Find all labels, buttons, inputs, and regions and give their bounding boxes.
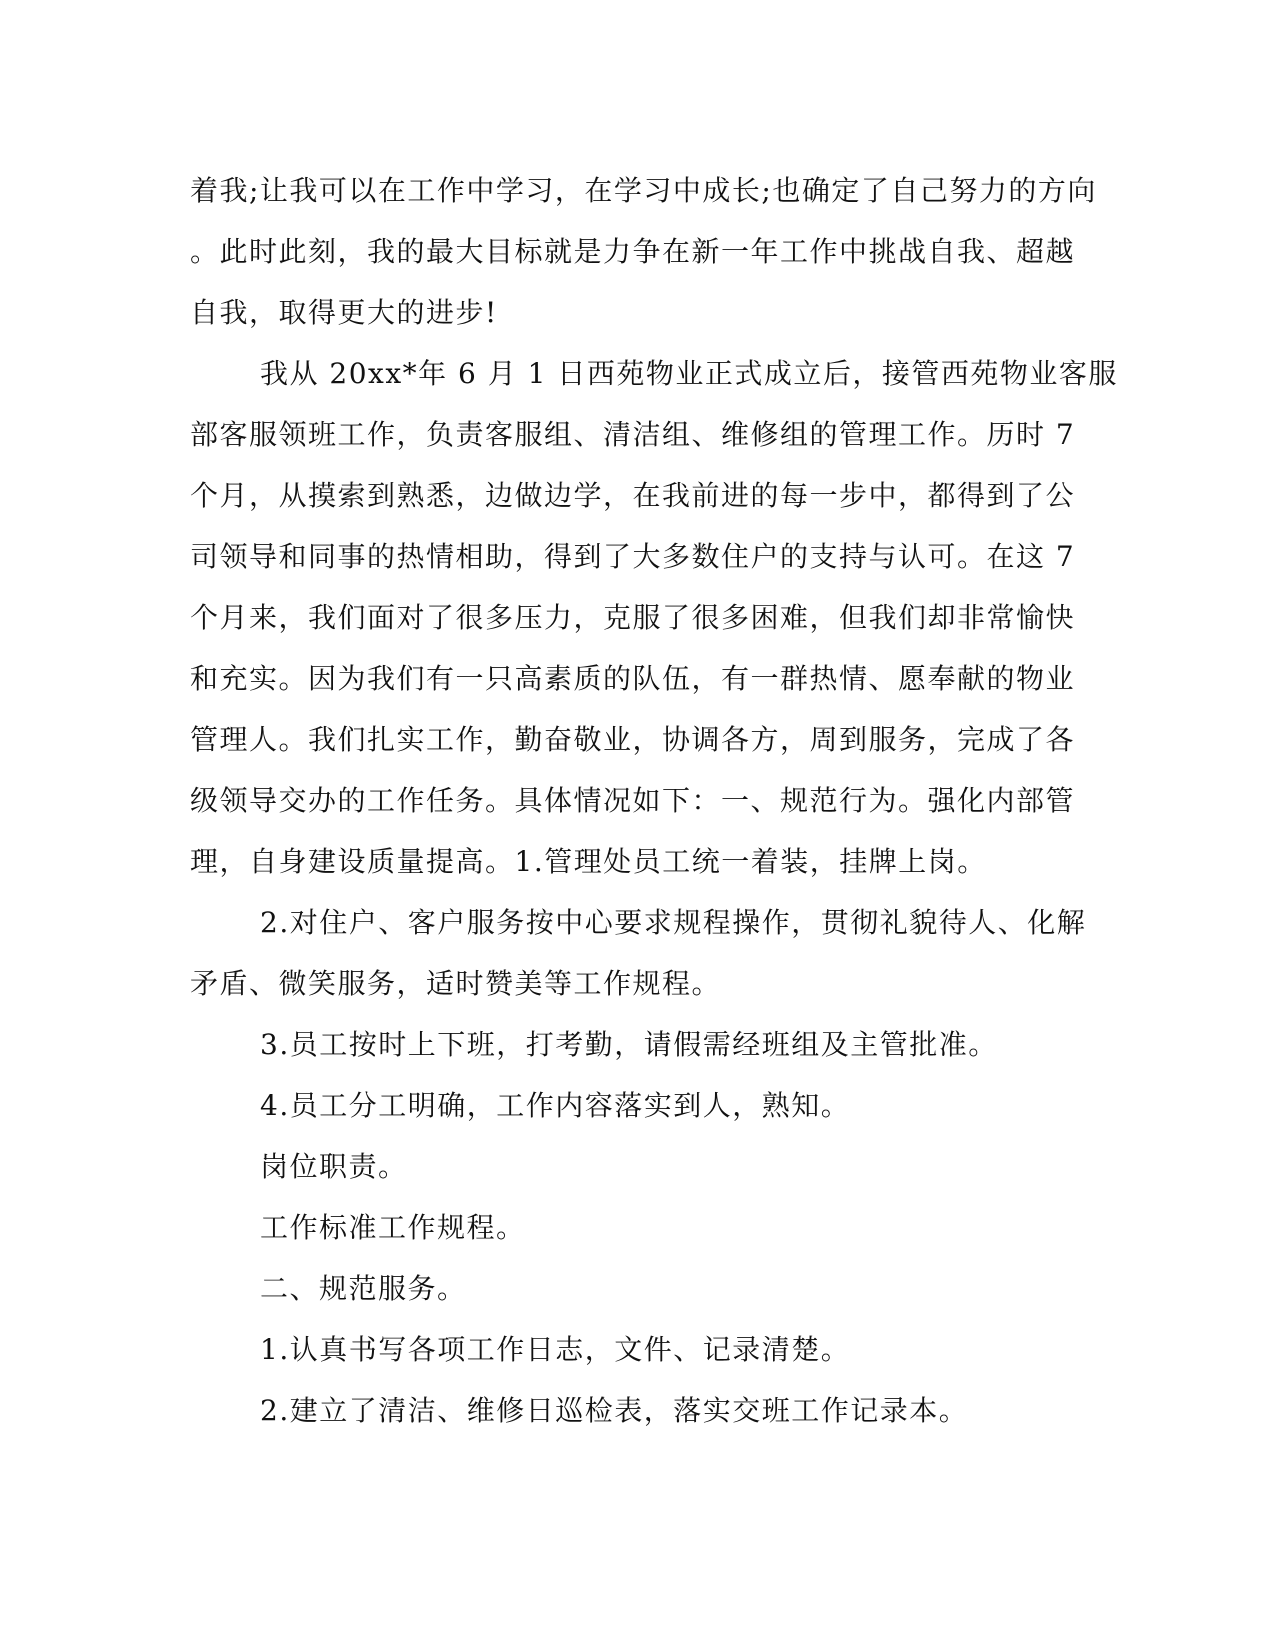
- text-line: 个月来，我们面对了很多压力，克服了很多困难，但我们却非常愉快: [190, 601, 1076, 634]
- text-line: 管理人。我们扎实工作，勤奋敬业，协调各方，周到服务，完成了各: [190, 723, 1076, 756]
- text-line: 理，自身建设质量提高。1.管理处员工统一着装，挂牌上岗。: [190, 845, 987, 878]
- text-line: 1.认真书写各项工作日志，文件、记录清楚。: [260, 1333, 851, 1366]
- text-line: 4.员工分工明确，工作内容落实到人，熟知。: [260, 1089, 851, 1122]
- text-line: 岗位职责。: [260, 1150, 408, 1183]
- text-line: 。此时此刻，我的最大目标就是力争在新一年工作中挑战自我、超越: [190, 235, 1076, 268]
- text-line: 2.建立了清洁、维修日巡检表，落实交班工作记录本。: [260, 1394, 969, 1427]
- text-line: 和充实。因为我们有一只高素质的队伍，有一群热情、愿奉献的物业: [190, 662, 1076, 695]
- text-line: 着我;让我可以在工作中学习，在学习中成长;也确定了自己努力的方向: [190, 174, 1097, 207]
- text-line: 二、规范服务。: [260, 1272, 467, 1305]
- text-line: 3.员工按时上下班，打考勤，请假需经班组及主管批准。: [260, 1028, 998, 1061]
- text-line: 级领导交办的工作任务。具体情况如下：一、规范行为。强化内部管: [190, 784, 1076, 817]
- text-line: 自我，取得更大的进步!: [190, 296, 498, 329]
- text-line: 部客服领班工作，负责客服组、清洁组、维修组的管理工作。历时 7: [190, 418, 1076, 451]
- text-line: 矛盾、微笑服务，适时赞美等工作规程。: [190, 967, 722, 1000]
- text-line: 工作标准工作规程。: [260, 1211, 526, 1244]
- text-line: 2.对住户、客户服务按中心要求规程操作，贯彻礼貌待人、化解: [260, 906, 1087, 939]
- text-line: 司领导和同事的热情相助，得到了大多数住户的支持与认可。在这 7: [190, 540, 1076, 573]
- text-line: 我从 20xx*年 6 月 1 日西苑物业正式成立后，接管西苑物业客服: [260, 357, 1118, 390]
- text-line: 个月，从摸索到熟悉，边做边学，在我前进的每一步中，都得到了公: [190, 479, 1076, 512]
